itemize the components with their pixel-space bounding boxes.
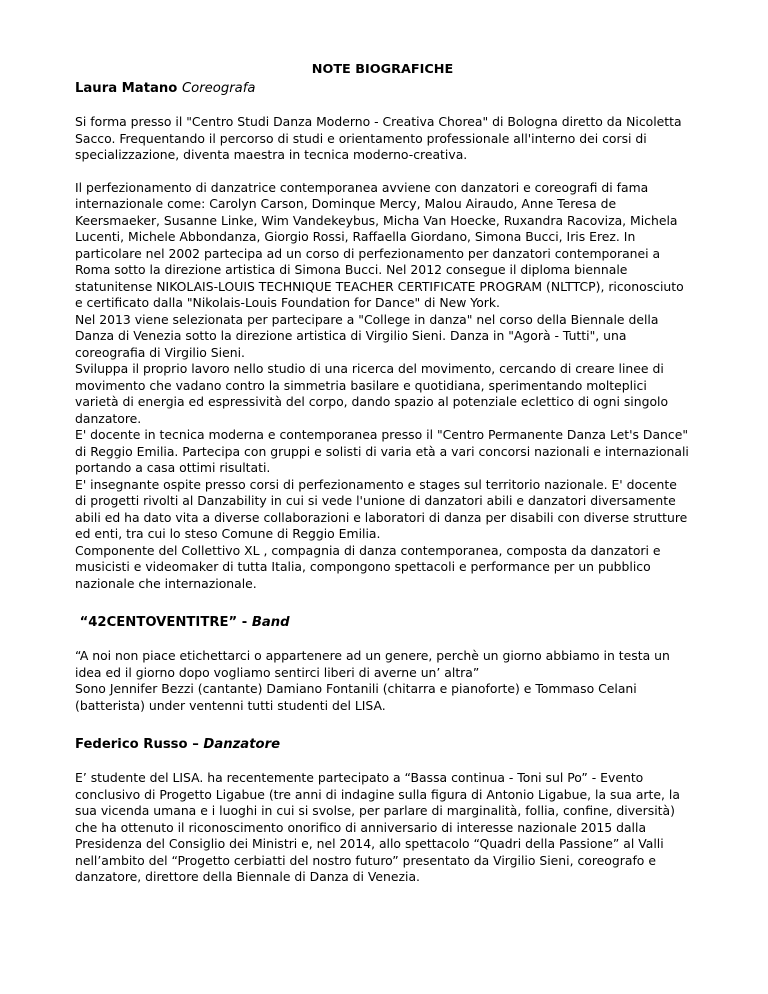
paragraph: “A noi non piace etichettarci o appartenere ad un genere, perchè un giorno abbiamo in testa un idea ed il giorno dopo vogliamo sentirci liberi di averne un’ altra” Sono Jennifer Bezzi (cantante) Damiano Fontanili (chitarra e pianoforte) e Tommaso Celani (batterista) under ventenni tutti studenti del LISA. bbox=[75, 648, 670, 713]
heading-separator: – bbox=[187, 737, 204, 752]
document-page bbox=[75, 62, 690, 886]
heading-role: Danzatore bbox=[203, 737, 281, 752]
paragraph: Il perfezionamento di danzatrice contemporanea avviene con danzatori e coreografi di fama internazionale come: Carolyn Carson, Dominque Mercy, Malou Airaudo, Anne Teresa de Keersmaeker, Susanne Linke, Wim Vandekeybus, Micha Van Hoecke, Ruxandra Racoviza, Michela Lucenti, Michele Abbondanza, Giorgio Rossi, Raffaella Giordano, Simona Bucci, Iris Erez. In particolare nel 2002 partecipa ad un corso di perfezionamento per danzatori contemporanei a Roma sotto la direzione artistica di Simona Bucci. Nel 2012 consegue il diploma biennale statunitense NIKOLAIS-LOUIS TECHNIQUE TEACHER CERTIFICATE PROGRAM (NLTTCP), riconosciuto e certificato dalla "Nikolais-Louis Foundation for Dance" di New York. Nel 2013 viene selezionata per partecipare a "College in danza" nel corso della Biennale della Danza di Venezia sotto la direzione artistica di Virgilio Sieni. Danza in "Agorà - Tutti", una coreografia di Virgilio Sieni. Sviluppa il proprio lavoro nello studio di una ricerca del movimento, cercando di creare linee di movimento che vadano contro la simmetria basilare e quotidiana, sperimentando molteplici varietà di energia ed espressività del corpo, dando spazio al potenziale eclettico di ogni singolo danzatore. E' docente in tecnica moderna e contemporanea presso il "Centro Permanente Danza Let's Dance" di Reggio Emilia. Partecipa con gruppi e solisti di varia età a vari concorsi nazionali e internazionali portando a casa ottimi risultati. E' insegnante ospite presso corsi di perfezionamento e stages sul territorio nazionale. E' docente di progetti rivolti al Danzability in cui si vede l'unione di danzatori abili e danzatori diversamente abili ed ha dato vita a diverse collaborazioni e laboratori di danza per disabili con diverse strutture ed enti, tra cui lo steso Comune di Reggio Emilia. Componente del Collettivo XL , compagnia di danza contemporanea, composta da danzatori e musicisti e videomaker di tutta Italia, compongono spettacoli e performance per un pubblico nazionale che internazionale. bbox=[75, 179, 689, 591]
section-heading bbox=[75, 80, 690, 98]
heading-name: Laura Matano bbox=[75, 81, 178, 96]
section-heading bbox=[75, 736, 690, 754]
document-title: NOTE BIOGRAFICHE bbox=[311, 62, 454, 77]
paragraph: E’ studente del LISA. ha recentemente partecipato a “Bassa continua - Toni sul Po” - Evento conclusivo di Progetto Ligabue (tre anni di indagine sulla figura di Antonio Ligabue, la sua arte, la sua vicenda umana e i luoghi in cui si svolse, per parlare di marginalità, follia, confine, diversità) che ha ottenuto il riconoscimento onorifico di anniversario di interesse nazionale 2015 dalla Presidenza del Consiglio dei Ministri e, nel 2014, allo spettacolo “Quadri della Passione” al Valli nell’ambito del “Progetto cerbiatti del nostro futuro” presentato da Virgilio Sieni, coreografo e danzatore, direttore della Biennale di Danza di Venezia. bbox=[75, 770, 680, 884]
heading-name: “42CENTOVENTITRE” bbox=[75, 615, 238, 630]
paragraph: Si forma presso il "Centro Studi Danza Moderno - Creativa Chorea" di Bologna diretto da Nicoletta Sacco. Frequentando il percorso di studi e orientamento professionale all'interno dei corsi di specializzazione, diventa maestra in tecnica moderno-creativa. bbox=[75, 114, 682, 162]
heading-role: Coreografa bbox=[181, 81, 256, 96]
heading-role: Band bbox=[251, 615, 290, 630]
heading-separator: - bbox=[237, 615, 252, 630]
section-heading bbox=[75, 614, 690, 632]
heading-name: Federico Russo bbox=[75, 737, 188, 752]
